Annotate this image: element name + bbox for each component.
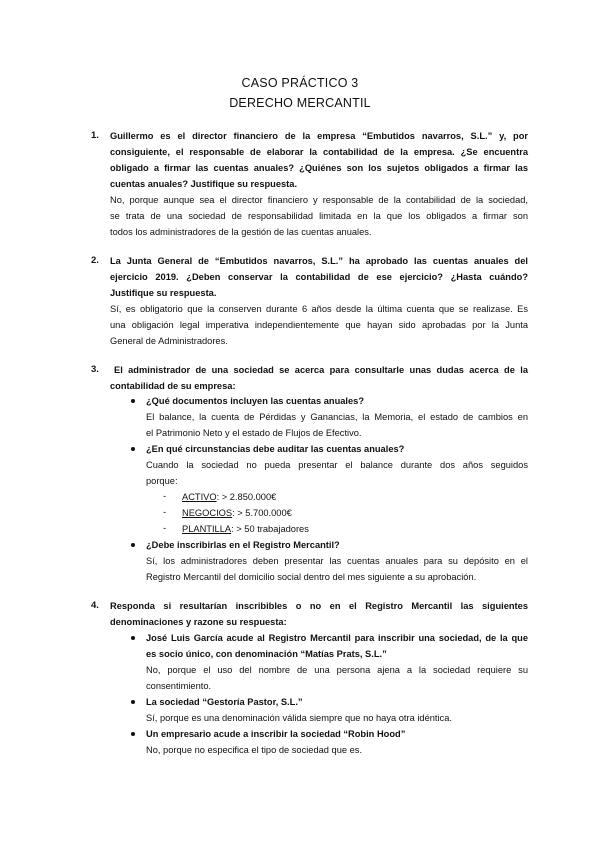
bullet-answer-line: porque: [146,476,178,486]
bullet-icon [131,636,135,640]
question-2-line: La Junta General de “Embutidos navarros, S.L.” ha aprobado las cuentas anuales del [110,256,528,266]
dash-marker: - [163,507,167,518]
threshold-label: PLANTILLA [182,524,232,534]
answer-2-line: General de Administradores. [110,336,228,346]
bullet-answer-line: Cuando la sociedad no pueda presentar el balance durante dos años seguidos [146,460,528,470]
question-1-line: obligado a firmar las cuentas anuales? ¿Quiénes son los sujetos obligados a firmar las [110,163,528,173]
question-4-line: Responda si resultarían inscribibles o no en el Registro Mercantil las siguientes [110,601,528,611]
question-1-line: cuentas anuales? Justifique su respuesta. [110,179,298,189]
bullet-answer-line: No, porque no especifica el tipo de sociedad que es. [146,745,363,755]
threshold-label: NEGOCIOS [182,508,233,518]
bullet-icon [131,700,135,704]
bullet-answer-line: Sí, los administradores deben presentar las cuentas anuales para su depósito en el [146,556,528,566]
threshold-value: : > 2.850.000€ [216,492,277,502]
bullet-question: es socio único, con denominación “Matías Prats, S.L.” [146,649,387,659]
threshold-value: : > 50 trabajadores [231,524,309,534]
bullet-question: Un empresario acude a inscribir la sociedad “Robin Hood” [146,729,406,739]
question-1-line: consiguiente, el responsable de elaborar la contabilidad de la empresa. ¿Se encuentra [110,147,528,157]
answer-1-line: No, porque aunque sea el director financiero y responsable de la contabilidad de la sociedad, [110,195,528,205]
question-3-line: El administrador de una sociedad se acerca para consultarle unas dudas acerca de la [114,365,528,375]
question-4-line: denominaciones y razone su respuesta: [110,617,287,627]
dash-marker: - [163,523,167,534]
answer-2-line: Sí, es obligatorio que la conserven durante 6 años desde la última cuenta que se realizase. Es [110,304,528,314]
bullet-icon [131,543,135,547]
question-3-line: contabilidad de su empresa: [110,381,236,391]
document-subtitle: DERECHO MERCANTIL [229,96,371,110]
bullet-answer-line: No, porque el uso del nombre de una persona ajena a la sociedad requiere su [146,665,528,675]
bullet-question: ¿En qué circunstancias debe auditar las cuentas anuales? [146,444,405,454]
dash-marker: - [163,491,167,502]
threshold-value: : > 5.700.000€ [232,508,292,518]
question-3-number: 3. [91,364,99,375]
bullet-question: ¿Debe inscribirlas en el Registro Mercantil? [146,540,340,550]
bullet-icon [131,447,135,451]
threshold-label: ACTIVO [182,492,217,502]
bullet-answer-line: consentimiento. [146,681,212,691]
answer-2-line: una obligación legal imperativa independientemente que hayan sido aprobadas por la Junta [110,320,528,330]
bullet-question: ¿Qué documentos incluyen las cuentas anuales? [146,396,365,406]
question-1-line: Guillermo es el director financiero de la empresa “Embutidos navarros, S.L.” y, por [110,131,528,141]
bullet-answer-line: El balance, la cuenta de Pérdidas y Ganancias, la Memoria, el estado de cambios en [146,412,528,422]
bullet-answer-line: Sí, porque es una denominación válida siempre que no haya otra idéntica. [146,713,452,723]
bullet-question: La sociedad “Gestoría Pastor, S.L.” [146,697,303,707]
answer-1-line: se trata de una sociedad de responsabilidad limitada en la que los obligados a firmar son [110,211,528,221]
question-2-line: ejercicio 2019. ¿Deben conservar la contabilidad de ese ejercicio? ¿Hasta cuándo? [110,272,528,282]
threshold-item [182,523,309,536]
threshold-item [182,507,292,520]
bullet-answer-line: Registro Mercantil del domicilio social dentro del mes siguiente a su aprobación. [146,572,477,582]
document-title: CASO PRÁCTICO 3 [241,76,359,90]
answer-1-line: todos los administradores de la gestión de las cuentas anuales. [110,227,372,237]
question-4-number: 4. [91,600,99,611]
question-2-number: 2. [91,255,99,266]
bullet-icon [131,732,135,736]
bullet-question: José Luis García acude al Registro Mercantil para inscribir una sociedad, de la que [146,633,528,643]
question-2-line: Justifique su respuesta. [110,288,217,298]
threshold-item [182,491,276,504]
bullet-icon [131,399,135,403]
bullet-answer-line: el Patrimonio Neto y el estado de Flujos de Efectivo. [146,428,362,438]
question-1-number: 1. [91,130,99,141]
